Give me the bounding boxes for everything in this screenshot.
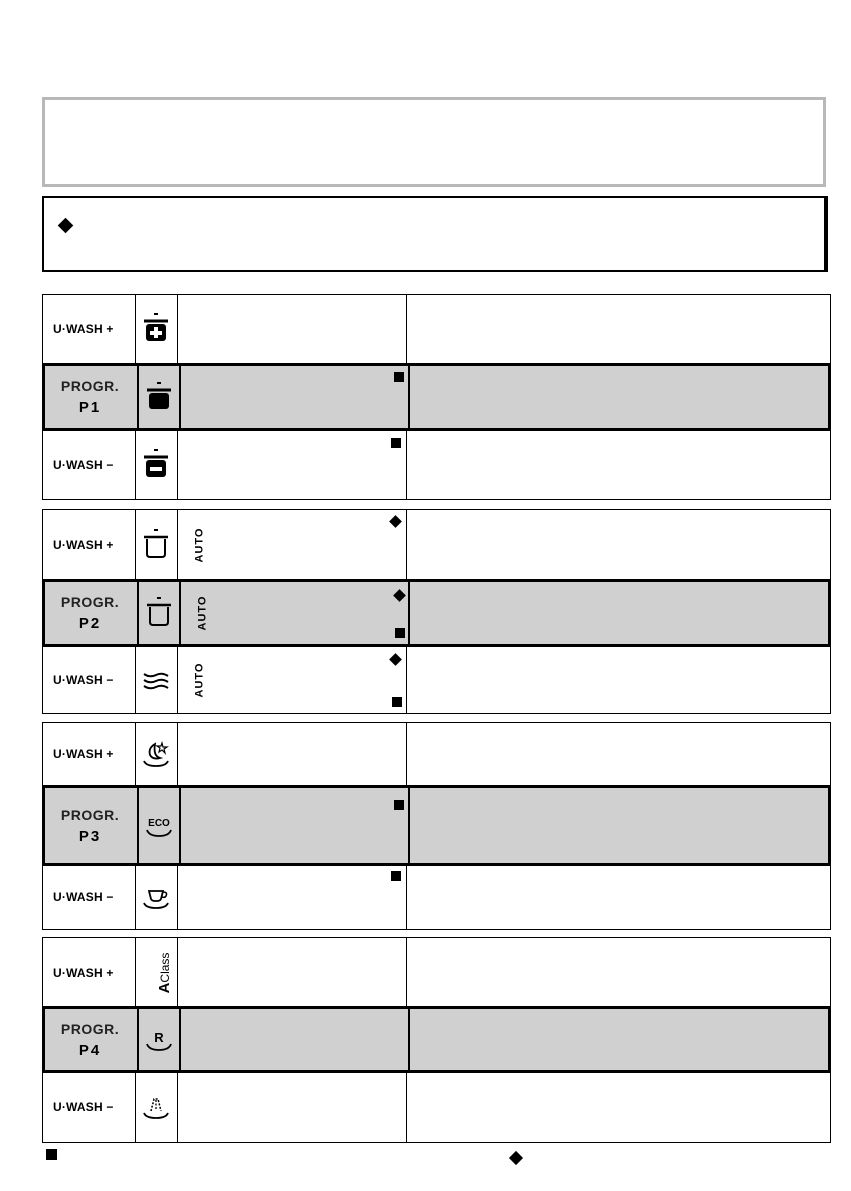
pot-filled-icon: [143, 377, 175, 417]
square-marker: [394, 800, 404, 810]
uwash-plus-label: U·WASH +: [53, 538, 114, 552]
uwash-minus-label: U·WASH −: [53, 458, 114, 472]
program-row-selected: [42, 785, 831, 866]
auto-label: AUTO: [193, 662, 206, 697]
uwash-minus-label: U·WASH −: [53, 890, 114, 904]
program-row: [42, 645, 831, 714]
program-row-selected: [42, 363, 831, 431]
legend-square-marker: [46, 1149, 57, 1160]
program-row: [42, 722, 831, 786]
note-box: [42, 196, 828, 272]
square-marker: [394, 372, 404, 382]
square-marker: [391, 438, 401, 448]
legend-diamond-marker: [509, 1151, 523, 1165]
uwash-plus-label: U·WASH +: [53, 965, 114, 980]
eco-bowl-icon: [143, 806, 175, 846]
a-class-icon: AClass: [155, 952, 173, 993]
r-text: R: [154, 1029, 164, 1045]
uwash-plus-label: U·WASH +: [53, 322, 114, 336]
program-row: [42, 430, 831, 500]
progr-label: PROGR.: [60, 378, 120, 394]
diamond-icon: [58, 218, 74, 234]
pot-outline-icon: [140, 525, 172, 565]
pot-plus-icon: [140, 309, 172, 349]
progr-label: PROGR.: [60, 806, 120, 823]
uwash-minus-label: U·WASH −: [53, 1100, 114, 1114]
pot-minus-icon: [140, 445, 172, 485]
r-bowl-icon: [143, 1020, 175, 1060]
program-p4-label: P4: [78, 1041, 102, 1059]
auto-label: AUTO: [196, 595, 209, 631]
diamond-marker: [389, 653, 402, 666]
cup-icon: [140, 877, 172, 917]
uwash-plus-label: U·WASH +: [53, 747, 114, 761]
program-p2-label: P2: [78, 615, 102, 632]
progr-label: PROGR.: [60, 594, 120, 610]
program-p3-label: P3: [78, 827, 102, 845]
eco-text: ECO: [148, 817, 170, 829]
progr-label: PROGR.: [60, 1020, 120, 1037]
glass-spray-icon: [140, 1087, 172, 1127]
program-row-selected: [42, 1006, 831, 1073]
program-row: [42, 864, 831, 930]
program-row: [42, 294, 831, 364]
square-marker: [391, 871, 401, 881]
square-marker: [392, 697, 402, 707]
program-row-selected: [42, 579, 831, 647]
program-row: [42, 1071, 831, 1143]
title-box: [42, 97, 826, 187]
square-marker: [395, 628, 405, 638]
uwash-minus-label: U·WASH −: [53, 672, 114, 687]
program-row: [42, 937, 831, 1008]
program-row: [42, 509, 831, 581]
program-p1-label: P1: [78, 399, 102, 416]
diamond-marker: [389, 515, 402, 528]
moon-star-icon: [140, 734, 172, 774]
waves-icon: [140, 660, 172, 700]
pot-outline-icon: [143, 593, 175, 633]
auto-label: AUTO: [193, 527, 206, 563]
diamond-marker: [393, 589, 406, 602]
